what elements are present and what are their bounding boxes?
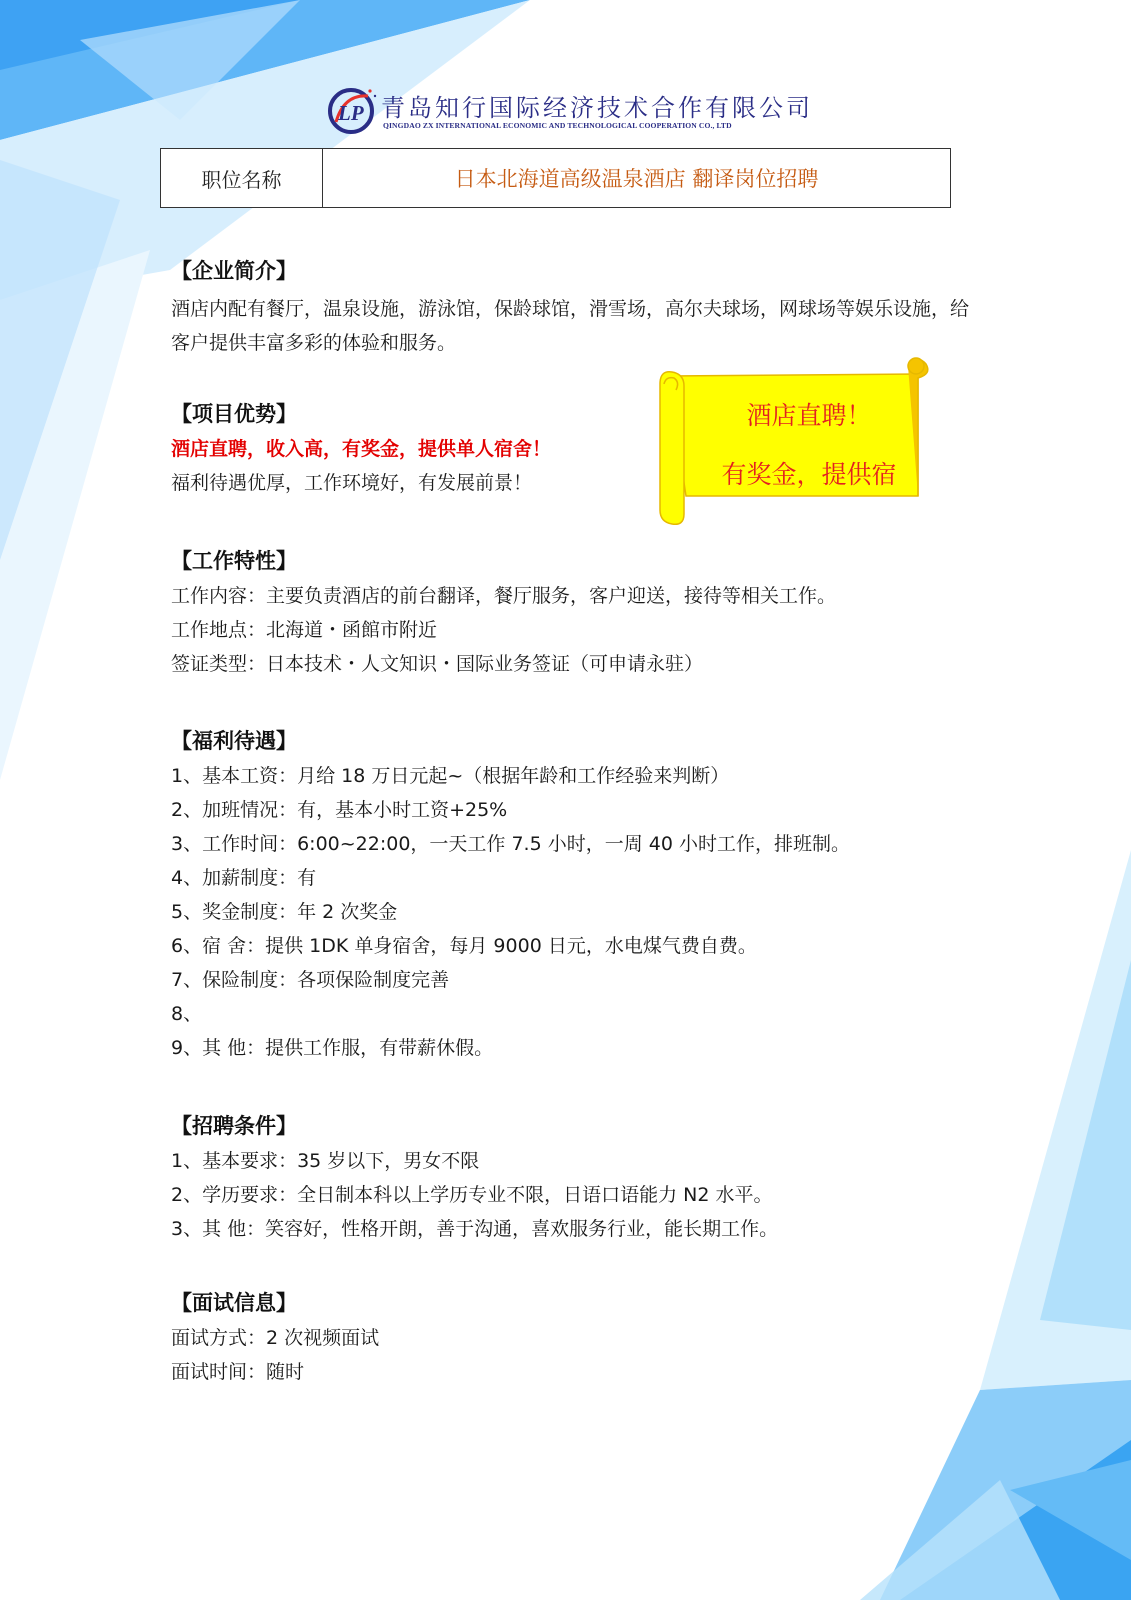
interview-line: 面试时间：随时 xyxy=(171,1361,305,1383)
section-title-benefits: 【福利待遇】 xyxy=(171,729,297,753)
requirement-line: 3、其 他：笑容好，性格开朗，善于沟通，喜欢服务行业，能长期工作。 xyxy=(171,1218,779,1240)
benefit-line: 9、其 他：提供工作服，有带薪休假。 xyxy=(171,1037,494,1059)
banner-line-1: 酒店直聘！ xyxy=(746,401,872,430)
section-title-requirements: 【招聘条件】 xyxy=(171,1114,297,1138)
features-line: 签证类型：日本技术・人文知识・国际业务签证（可申请永驻） xyxy=(171,653,704,675)
section-title-intro: 【企业简介】 xyxy=(171,259,297,283)
benefit-line: 5、奖金制度：年 2 次奖金 xyxy=(171,901,398,923)
benefit-line: 3、工作时间：6:00~22:00，一天工作 7.5 小时，一周 40 小时工作，排班制。 xyxy=(171,833,850,855)
advantages-text: 福利待遇优厚，工作环境好，有发展前景！ xyxy=(171,472,533,494)
company-name-cn: 青岛知行国际经济技术合作有限公司 xyxy=(381,94,813,122)
job-title-table xyxy=(160,148,951,208)
intro-text: 酒店内配有餐厅，温泉设施，游泳馆，保龄球馆，滑雪场，高尔夫球场，网球场等娱乐设施，给客户提供丰富多彩的体验和服务。 xyxy=(171,298,970,354)
company-logo xyxy=(326,84,813,140)
job-title-value: 日本北海道高级温泉酒店 翻译岗位招聘 xyxy=(454,167,819,191)
interview-line: 面试方式：2 次视频面试 xyxy=(171,1327,380,1349)
requirement-line: 1、基本要求：35 岁以下，男女不限 xyxy=(171,1150,480,1172)
logo-mark: LP xyxy=(338,101,364,125)
benefit-line: 1、基本工资：月给 18 万日元起~（根据年龄和工作经验来判断） xyxy=(171,765,730,787)
section-title-interview: 【面试信息】 xyxy=(171,1291,297,1315)
job-title-label: 职位名称 xyxy=(161,149,323,207)
advantages-highlight: 酒店直聘，收入高，有奖金，提供单人宿舍！ xyxy=(171,438,552,460)
lp-logo-icon xyxy=(326,84,380,138)
benefit-line: 2、加班情况：有，基本小时工资+25% xyxy=(171,799,508,821)
benefit-line: 4、加薪制度：有 xyxy=(171,867,317,889)
section-title-features: 【工作特性】 xyxy=(171,549,297,573)
section-title-advantages: 【项目优势】 xyxy=(171,402,297,426)
benefit-line: 8、 xyxy=(171,1003,203,1025)
benefit-line: 6、宿 舍：提供 1DK 单身宿舍，每月 9000 日元，水电煤气费自费。 xyxy=(171,935,757,957)
features-line: 工作内容：主要负责酒店的前台翻译，餐厅服务，客户迎送，接待等相关工作。 xyxy=(171,585,837,607)
scroll-shape-icon xyxy=(656,356,934,526)
company-name-en: QINGDAO ZX INTERNATIONAL ECONOMIC AND TECHNOLOGICAL COOPERATION CO., LTD xyxy=(383,121,732,130)
features-line: 工作地点：北海道・函館市附近 xyxy=(171,619,438,641)
benefit-line: 7、保险制度：各项保险制度完善 xyxy=(171,969,450,991)
requirement-line: 2、学历要求：全日制本科以上学历专业不限，日语口语能力 N2 水平。 xyxy=(171,1184,773,1206)
promo-scroll-banner xyxy=(656,356,934,526)
banner-line-2: 有奖金，提供宿 xyxy=(721,460,897,489)
